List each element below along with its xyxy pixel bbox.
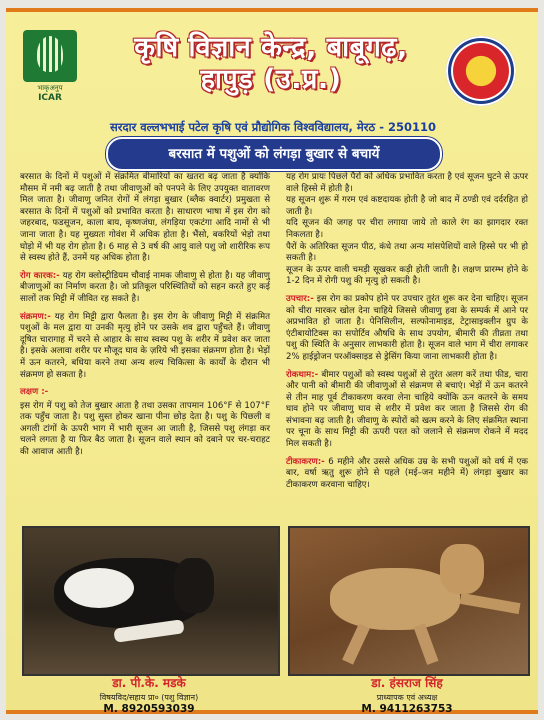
- paragraph-symptoms-cont: [286, 172, 528, 288]
- paragraph-text: यह रोग प्रायः पिछले पैरों को अधिक प्रभावित करता है एवं सूजन घुटने से ऊपर वाले हिस्से में होती है। यह सूजन शुरू में गरम एवं कष्टदायक होती है जो बाद में ठण्डी एवं दर्दरहित हो जाती है। यदि सूजन की जगह पर चीरा लगाया जाये तो काले रंग का झागदार रक्त निकलता है। पैरों के अतिरिक्त सूजन पीठ, कंधे तथा अन्य मांसपेशियों वाले हिस्से पर भी हो सकती है। सूजन के ऊपर वाली चमड़ी सूखकर कड़ी होती जाती है। लक्षण प्रारम्भ होने के 1-2 दिन में रोगी पशु की मृत्यु हो सकती है।: [286, 172, 528, 287]
- paragraph-cause: [20, 271, 270, 306]
- page-title: [106, 32, 436, 96]
- cow-white-patch: [64, 568, 134, 608]
- author-role: प्राध्यापक एवं अध्यक्ष: [376, 693, 438, 702]
- paragraph-text: यह रोग मिट्टी द्वारा फैलता है। इस रोग के जीवाणु मिट्टी में संक्रमित पशुओं के मल द्वारा या उनकी मृत्यु होने पर उसके शव द्वारा पहुँचते हैं। जीवाणु दूषित चारागाह में चरने से आहार के साथ स्वस्थ पशु के शरीर में प्रवेश कर जाता है। इसके अलावा शरीर पर मौजूद घाव के ज़रिये भी इसका संक्रमण होता है। भेड़ों में ऊन कतरने, बधिया करने तथा अन्य शल्य चिकित्सा के कार्यों के दौरान भी संक्रमण हो सकता है।: [20, 311, 270, 380]
- author-phone: M. 8920593039: [103, 703, 195, 715]
- paragraph-text: इस रोग का प्रकोप होने पर उपचार तुरंत शुरू कर देना चाहिए। सूजन को चीरा मारकर खोल देना चाहिये जिससे जीवाणु हवा के सम्पर्क में आने पर अप्रभावित हो जाता है। पेनिसिलीन, सल्फोनामाइड, टेट्रासाइक्लीन ग्रुप के एंटीबायोटिक्स का सपोर्टिव औषधि के साथ उपयोग, बीमारी की तीव्रता तथा पशु की स्थिति के अनुसार लाभकारी होता है। सूजन वाले भाग में चीरा लगाकर 2% हाईड्रोजन परऑक्साइड से ड्रेसिंग किया जाना लाभकारी होता है।: [286, 293, 528, 362]
- title-line-1: कृषि विज्ञान केन्द्र, बाबूगढ़,: [134, 32, 408, 63]
- poster-page: [6, 8, 538, 714]
- seal-ring: [446, 36, 516, 106]
- author-name: डा. पी.के. मडके: [112, 676, 186, 690]
- signature-block-1: [22, 674, 276, 715]
- calf-head: [440, 544, 484, 594]
- section-heading: लक्षण :-: [20, 387, 49, 398]
- author-role: विषयविद/सहाय प्रा० (पशु विज्ञान): [99, 693, 199, 702]
- section-heading: रोग कारक:-: [20, 270, 60, 281]
- paragraph-text: 6 महीने और उससे अधिक उम्र के सभी पशुओं को वर्ष में एक बार, वर्षा ऋतु शुरू होने से पहले (मई–जन महीने में) लंगड़ा बुखार का टीकाकरण करवाना चाहिए।: [286, 456, 528, 490]
- icar-logo: [20, 30, 80, 116]
- photo-sick-cow: [22, 526, 280, 676]
- paragraph-text: बरसात के दिनों में पशुओं में संक्रमित बीमारियों का खतरा बढ़ जाता है क्योंकि मौसम में नमी बढ़ जाती है तथा जीवाणुओं को पनपने के लिए उपयुक्त वातावरण मिल जाता है। जीवाणु जनित रोगों में लंगड़ा बुखार (ब्लैक क्वार्टर) प्रमुखता से बरसात के दिनों में पशुओं को प्रभावित करता है। साधारण भाषा में इस रोग को जहरबाद, फडसूजन, काला बाय, कृष्णजंघा, लंगड़िया एकटंगा आदि नामों से भी जाना जाता है। यह मुख्यतः गोवंश में अधिक होता है। भैंसो, बकरियों भेड़ो तथा घोड़ो में भी यह रोग होता है। 6 माह से 3 वर्ष की आयु वाले पशु जो शारीरिक रूप से स्वस्थ होते हैं, उनमें यह अधिक होता है।: [20, 172, 270, 264]
- paragraph-symptoms-heading: [20, 387, 270, 399]
- section-heading: टीकाकरण:-: [286, 456, 325, 467]
- paragraph-text: यह रोग क्लोस्ट्रीडियम चौवाई नामक जीवाणु से होता है। यह जीवाणु बीजाणुओं का निर्माण करता है। जो प्रतिकूल परिस्थितियों को सहन करते हुए कई सालों तक मिट्टी में जीवित रह सकते है।: [20, 270, 270, 304]
- paragraph-text: बीमार पशुओं को स्वस्थ पशुओं से तुरंत अलग करें तथा फीड, चारा और पानी को बीमारी की जीवाणुओं से संक्रमण से बचाएं। भेड़ों में ऊन कतरने से तीन माह पूर्व टीकाकरण करवा लेना चाहिये क्योंकि ऊन कतरने के समय घाव होने पर जीवाणु घाव से शरीर में प्रवेश कर जाता है जिससे रोग की संभावना बढ़ जाती है। जीवाणु के स्पोरों को खत्म करने के लिए संक्रमित स्थाना पर चूना के साथ मिट्टी की ऊपरी परत को जलाने से संक्रमण रोकने में मदद मिल सकती है।: [286, 369, 528, 450]
- photo-sick-calf: [288, 526, 530, 676]
- author-name: डा. हंसराज सिंह: [371, 676, 443, 690]
- right-column: [286, 172, 528, 497]
- logo-text-icar: ICAR: [38, 93, 62, 103]
- author-phone: M. 9411263753: [361, 703, 453, 715]
- headline-banner: बरसात में पशुओं को लंगड़ा बुखार से बचायें: [106, 137, 442, 171]
- paragraph-text: इस रोग में पशु को तेज बुखार आता है तथा उसका तापमान 106°F से 107°F तक पहुँच जाता है। पशु सुस्त होकर खाना पीना छोड़ देता है। पशु के पिछली व अगली टांगों के ऊपरी भाग में भारी सूजन आ जाती है, जिससे पशु लंगड़ा कर चलने लगता है या फिर बैठ जाता है। सूजन वाले स्थान को दबाने पर चर-चराहट की आवाज आती है।: [20, 400, 270, 458]
- university-seal-icon: [446, 36, 516, 106]
- paragraph-intro: [20, 172, 270, 265]
- paragraph-vaccination: [286, 457, 528, 492]
- wheat-emblem-icon: [23, 30, 77, 82]
- university-name: सरदार वल्लभभाई पटेल कृषि एवं प्रौद्योगिक विश्वविद्यालय, मेरठ - 250110: [110, 120, 436, 134]
- paragraph-symptoms: [20, 401, 270, 459]
- logo-text-hindi: भाकृअनुप: [37, 84, 63, 92]
- left-column: [20, 172, 270, 465]
- section-heading: रोकथाम:-: [286, 369, 319, 380]
- cow-head: [174, 558, 214, 613]
- section-heading: संक्रमण:-: [20, 311, 51, 322]
- paragraph-prevention: [286, 370, 528, 451]
- title-line-2: हापुड़ (उ.प्र.): [200, 64, 342, 95]
- paragraph-infection: [20, 312, 270, 382]
- paragraph-treatment: [286, 294, 528, 364]
- signature-block-2: [288, 674, 526, 715]
- section-heading: उपचार:-: [286, 293, 314, 304]
